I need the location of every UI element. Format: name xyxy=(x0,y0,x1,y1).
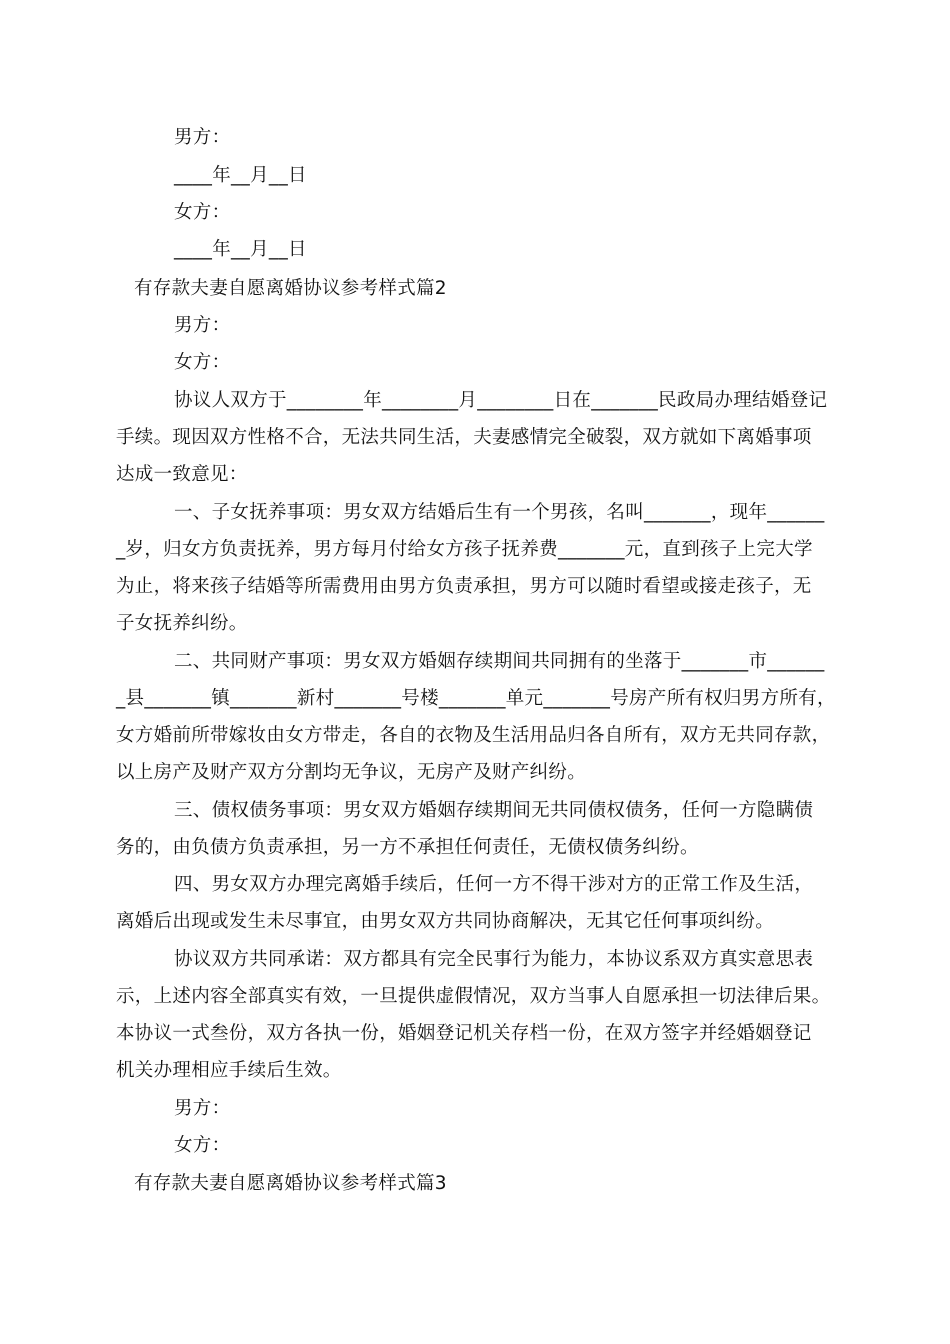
property-line: 女方婚前所带嫁妆由女方带走，各自的衣物及生活用品归各自所有，双方无共同存款， xyxy=(116,725,831,746)
debt-line: 务的，由负债方负责承担，另一方不承担任何责任，无债权债务纠纷。 xyxy=(116,837,699,858)
intro-paragraph-line: 达成一致意见： xyxy=(116,464,248,485)
end-male-label: 男方： xyxy=(174,1098,231,1119)
property-line: 以上房产及财产双方分割均无争议，无房产及财产纠纷。 xyxy=(116,762,587,783)
male-signature-date: ____年__月__日 xyxy=(174,165,307,186)
post-divorce-line: 离婚后出现或发生未尽事宜，由男女双方共同协商解决，无其它任何事项纠纷。 xyxy=(116,911,775,932)
end-female-label: 女方： xyxy=(174,1135,231,1156)
party-female-label: 女方： xyxy=(174,352,231,373)
promise-line: 机关办理相应手续后生效。 xyxy=(116,1060,342,1081)
party-male-label: 男方： xyxy=(174,315,231,336)
promise-line: 示，上述内容全部真实有效，一旦提供虚假情况，双方当事人自愿承担一切法律后果。 xyxy=(116,986,831,1007)
debt-line: 三、债权债务事项：男女双方婚姻存续期间无共同债权债务，任何一方隐瞒债 xyxy=(174,800,814,821)
intro-paragraph-line: 协议人双方于________年________月________日在_______民政局办理结婚登记 xyxy=(174,390,828,411)
section-heading-3: 有存款夫妻自愿离婚协议参考样式篇3 xyxy=(134,1173,447,1194)
child-custody-line: _岁，归女方负责抚养，男方每月付给女方孩子抚养费_______元，直到孩子上完大学 xyxy=(116,539,813,560)
child-custody-line: 子女抚养纠纷。 xyxy=(116,613,248,634)
child-custody-line: 一、子女抚养事项：男女双方结婚后生有一个男孩，名叫_______，现年______ xyxy=(174,502,825,523)
section-heading-2: 有存款夫妻自愿离婚协议参考样式篇2 xyxy=(134,278,447,299)
female-signature-date: ____年__月__日 xyxy=(174,239,307,260)
male-signature-label: 男方： xyxy=(174,127,231,148)
promise-line: 本协议一式叁份，双方各执一份，婚姻登记机关存档一份，在双方签字并经婚姻登记 xyxy=(116,1023,812,1044)
female-signature-label: 女方： xyxy=(174,202,231,223)
post-divorce-line: 四、男女双方办理完离婚手续后，任何一方不得干涉对方的正常工作及生活， xyxy=(174,874,814,895)
property-line: 二、共同财产事项：男女双方婚姻存续期间共同拥有的坐落于_______市______ xyxy=(174,651,825,672)
property-line: _县_______镇_______新村_______号楼_______单元_______号房产所有权归男方所有， xyxy=(116,688,836,709)
child-custody-line: 为止，将来孩子结婚等所需费用由男方负责承担，男方可以随时看望或接走孩子，无 xyxy=(116,576,812,597)
promise-line: 协议双方共同承诺：双方都具有完全民事行为能力，本协议系双方真实意思表 xyxy=(174,949,814,970)
intro-paragraph-line: 手续。现因双方性格不合，无法共同生活，夫妻感情完全破裂，双方就如下离婚事项 xyxy=(116,427,812,448)
